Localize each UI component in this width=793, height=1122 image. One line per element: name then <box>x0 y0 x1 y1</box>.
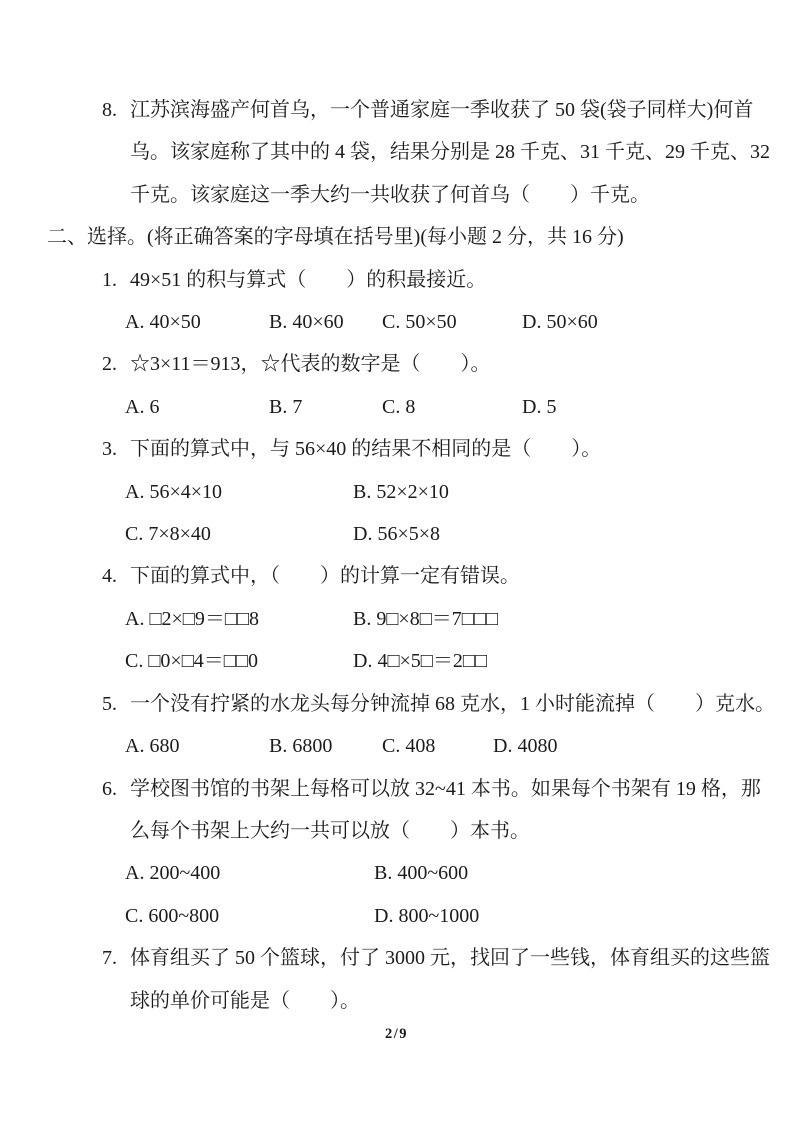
question-3-options-row-2 <box>125 513 793 555</box>
option-3-c: C. 7×8×40 <box>125 523 211 546</box>
option-6-c: C. 600~800 <box>125 904 220 927</box>
option-5-a: A. 680 <box>125 735 180 758</box>
question-6-line-1 <box>102 768 793 810</box>
option-5-d: D. 4080 <box>493 735 558 758</box>
question-2-options <box>125 386 793 428</box>
option-4-a: A. □2×□9＝□□8 <box>125 607 260 630</box>
option-6-b: B. 400~600 <box>374 862 469 885</box>
question-3-text: 下面的算式中，与 56×40 的结果不相同的是（ ）。 <box>130 438 602 461</box>
option-1-b: B. 40×60 <box>269 311 344 334</box>
option-6-d: D. 800~1000 <box>374 904 480 927</box>
option-6-a: A. 200~400 <box>125 862 221 885</box>
question-7-text-1: 体育组买了 50 个篮球，付了 3000 元，找回了一些钱，体育组买的这些篮 <box>130 947 770 970</box>
option-5-c: C. 408 <box>382 735 436 758</box>
question-7-line-2: 球的单价可能是（ ）。 <box>130 989 360 1012</box>
section-2-heading: 二、选择。(将正确答案的字母填在括号里)(每小题 2 分，共 16 分) <box>47 226 624 249</box>
question-2-number: 2. <box>102 353 117 376</box>
option-4-b: B. 9□×8□＝7□□□ <box>353 607 499 630</box>
question-2-text: ☆3×11＝913，☆代表的数字是（ ）。 <box>130 353 491 376</box>
question-3-options-row-1 <box>125 471 793 513</box>
question-8-line-3: 千克。该家庭这一季大约一共收获了何首乌（ ）千克。 <box>130 183 650 206</box>
question-1 <box>102 259 793 301</box>
option-3-d: D. 56×5×8 <box>353 523 441 546</box>
question-4-number: 4. <box>102 565 117 588</box>
question-6-options-row-1 <box>125 852 793 894</box>
option-1-a: A. 40×50 <box>125 311 201 334</box>
option-1-d: D. 50×60 <box>522 311 598 334</box>
option-2-a: A. 6 <box>125 395 160 418</box>
question-4-options-row-1 <box>125 598 793 640</box>
question-7-number: 7. <box>102 947 117 970</box>
option-3-b: B. 52×2×10 <box>353 480 449 503</box>
option-4-d: D. 4□×5□＝2□□ <box>353 650 488 673</box>
question-4-options-row-2 <box>125 640 793 682</box>
question-8-line-2: 乌。该家庭称了其中的 4 袋，结果分别是 28 千克、31 千克、29 千克、32 <box>130 141 770 164</box>
question-1-options <box>125 301 793 343</box>
option-2-c: C. 8 <box>382 395 416 418</box>
question-6-options-row-2 <box>125 895 793 937</box>
question-7-line-1 <box>102 937 793 979</box>
question-6-line-2: 么每个书架上大约一共可以放（ ）本书。 <box>130 819 530 842</box>
question-4-text: 下面的算式中，（ ）的计算一定有错误。 <box>130 565 520 588</box>
question-3-number: 3. <box>102 438 117 461</box>
option-1-c: C. 50×50 <box>382 311 457 334</box>
option-2-d: D. 5 <box>522 395 557 418</box>
question-6-number: 6. <box>102 777 117 800</box>
option-4-c: C. □0×□4＝□□0 <box>125 650 258 673</box>
option-2-b: B. 7 <box>269 395 303 418</box>
question-5-number: 5. <box>102 692 117 715</box>
question-5-text: 一个没有拧紧的水龙头每分钟流掉 68 克水，1 小时能流掉（ ）克水。 <box>130 692 775 715</box>
question-2 <box>102 343 793 385</box>
option-5-b: B. 6800 <box>269 735 333 758</box>
question-3 <box>102 428 793 470</box>
question-1-number: 1. <box>102 268 117 291</box>
question-1-text: 49×51 的积与算式（ ）的积最接近。 <box>130 268 487 291</box>
question-8-line-1 <box>102 89 793 131</box>
page-number-indicator: 2/9 <box>384 1026 409 1042</box>
question-8-number: 8. <box>102 99 117 121</box>
question-5 <box>102 683 793 725</box>
option-3-a: A. 56×4×10 <box>125 480 223 503</box>
question-4 <box>102 555 793 597</box>
question-6-text-1: 学校图书馆的书架上每格可以放 32~41 本书。如果每个书架有 19 格，那 <box>130 777 761 800</box>
question-5-options <box>125 725 793 767</box>
question-8-text-1: 江苏滨海盛产何首乌，一个普通家庭一季收获了 50 袋(袋子同样大)何首 <box>130 99 754 121</box>
